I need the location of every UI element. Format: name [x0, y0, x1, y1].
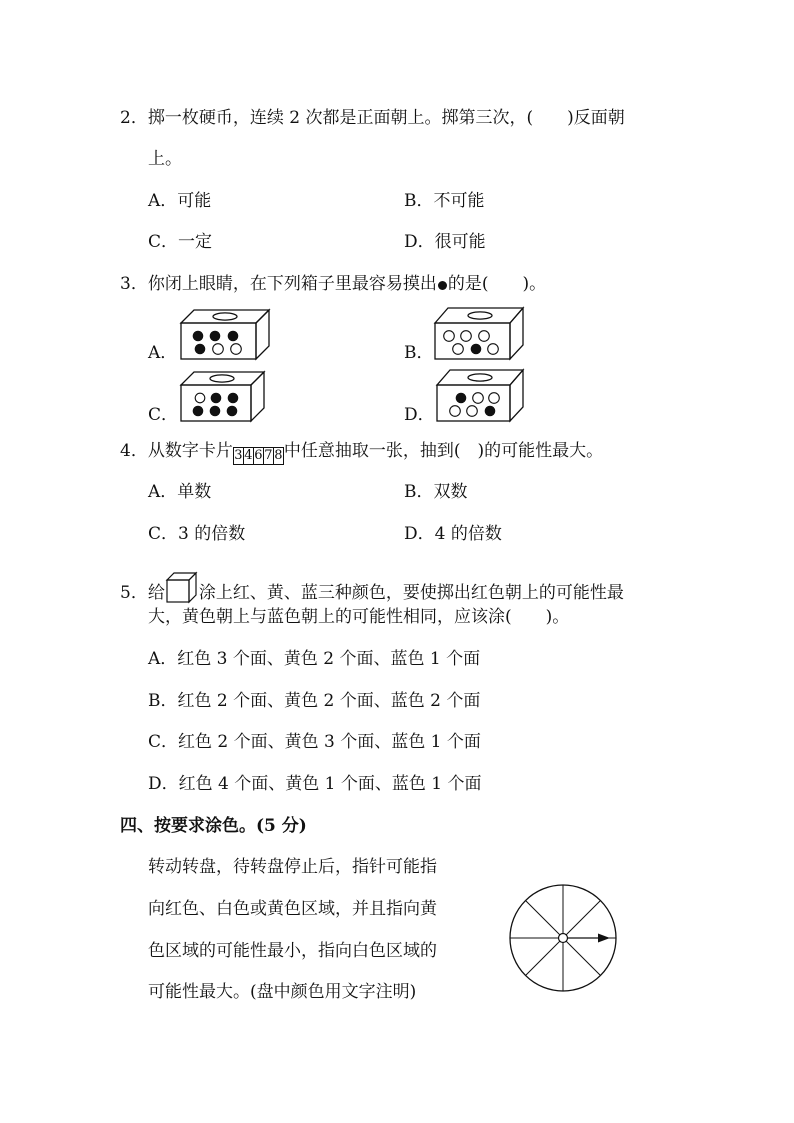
q5-option-b: B．红色 2 个面、黄色 2 个面、蓝色 2 个面 [148, 691, 481, 711]
q3-option-b: B． [404, 343, 434, 363]
q4-stem-prefix: 4．从数字卡片 [120, 441, 233, 461]
number-card: 4 [244, 448, 253, 463]
box-d-image [436, 368, 526, 422]
q5-option-d: D．红色 4 个面、黄色 1 个面、蓝色 1 个面 [148, 774, 482, 794]
section-4-title: 四、按要求涂色。(5 分) [120, 816, 307, 836]
q5-stem-line2: 大，黄色朝上与蓝色朝上的可能性相同，应该涂( )。 [148, 607, 570, 627]
section-4-text-line1: 转动转盘，待转盘停止后，指针可能指 [148, 857, 437, 877]
q2-option-b: B．不可能 [404, 191, 485, 211]
q5-stem-prefix: 5．给 [120, 583, 165, 603]
pointer-arrowhead [598, 934, 610, 943]
section-4-text-line3: 色区域的可能性最小，指向白色区域的 [148, 941, 437, 961]
q4-option-b: B．双数 [404, 482, 468, 502]
box-a-image [180, 308, 272, 360]
number-cards [233, 447, 284, 465]
black-ball-icon [438, 281, 447, 290]
q3-option-d: D． [404, 405, 435, 425]
box-b-image [434, 306, 526, 360]
q3-option-a: A． [148, 343, 178, 363]
q4-stem [120, 440, 603, 465]
number-card: 8 [274, 448, 283, 463]
q3-stem [120, 273, 546, 295]
q5-option-a: A．红色 3 个面、黄色 2 个面、蓝色 1 个面 [148, 649, 481, 669]
number-card: 6 [254, 448, 263, 463]
number-card: 7 [264, 448, 273, 463]
q2-stem-line1: 2．掷一枚硬币，连续 2 次都是正面朝上。掷第三次，( )反面朝 [120, 108, 625, 128]
q5-option-c: C．红色 2 个面、黄色 3 个面、蓝色 1 个面 [148, 732, 481, 752]
spinner-center [559, 934, 568, 943]
q2-option-a: A．可能 [148, 191, 212, 211]
q4-option-d: D．4 的倍数 [404, 524, 502, 544]
q2-stem-line2: 上。 [148, 149, 182, 169]
number-card: 3 [234, 448, 243, 463]
q2-option-d: D．很可能 [404, 232, 486, 252]
section-4-text-line4: 可能性最大。(盘中颜色用文字注明) [148, 982, 417, 1002]
q3-stem-prefix: 3．你闭上眼睛，在下列箱子里最容易摸出 [120, 274, 437, 294]
q4-option-c: C．3 的倍数 [148, 524, 246, 544]
section-4-text-line2: 向红色、白色或黄色区域，并且指向黄 [148, 899, 437, 919]
q4-stem-suffix: 中任意抽取一张，抽到( )的可能性最大。 [283, 441, 604, 461]
cube-icon [166, 572, 198, 604]
q2-option-c: C．一定 [148, 232, 213, 252]
q5-stem-suffix: 涂上红、黄、蓝三种颜色，要使掷出红色朝上的可能性最 [198, 583, 624, 603]
q3-stem-suffix: 的是( )。 [447, 274, 547, 294]
spinner-wheel [508, 883, 618, 993]
box-c-image [180, 370, 266, 422]
q3-option-c: C． [148, 405, 179, 425]
q4-option-a: A．单数 [148, 482, 212, 502]
q5-stem-line1 [120, 572, 624, 604]
